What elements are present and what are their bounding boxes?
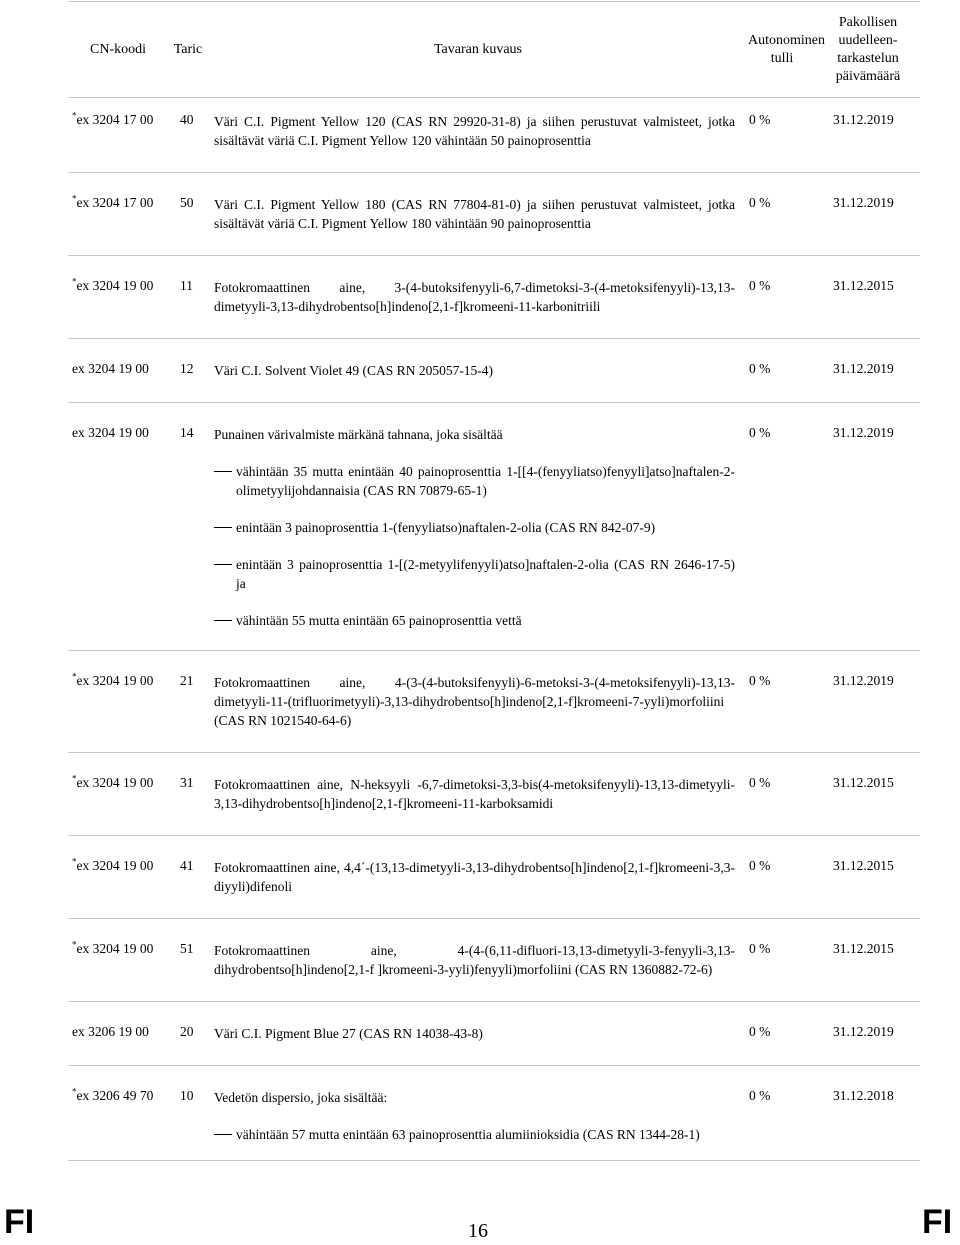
review-date: 31.12.2019 bbox=[833, 1024, 894, 1039]
table-header bbox=[68, 1, 920, 98]
cn-code-text: ex 3204 17 00 bbox=[76, 195, 154, 210]
table-row bbox=[68, 919, 920, 1002]
review-date: 31.12.2015 bbox=[833, 941, 894, 956]
cn-code bbox=[68, 1024, 174, 1043]
description-text: Väri C.I. Pigment Yellow 180 (CAS RN 77804-81-0) ja siihen perustuvat valmisteet, jotka sisältävät väriä C.I. Pigment Yellow 180 vähintään 90 painoprosenttia bbox=[214, 197, 735, 231]
taric-code: 21 bbox=[180, 673, 194, 688]
cn-code-text: ex 3204 19 00 bbox=[72, 361, 149, 376]
tariff-table bbox=[68, 1, 920, 1161]
goods-description bbox=[208, 941, 743, 979]
description-subitem bbox=[214, 518, 735, 537]
review-date: 31.12.2019 bbox=[833, 112, 894, 127]
footer-language-right: FI bbox=[922, 1203, 953, 1241]
header-description: Tavaran kuvaus bbox=[433, 41, 523, 57]
duty-rate: 0 % bbox=[749, 361, 771, 376]
review-date: 31.12.2019 bbox=[833, 195, 894, 210]
header-cn: CN-koodi bbox=[90, 41, 146, 57]
description-text: Fotokromaattinen aine, 3-(4-butoksifenyyli-6,7-dimetoksi-3-(4-metoksifenyyli)-13,13-dimetyyli-3,13-dihydrobentso[h]indeno[2,1-f]kromeeni-11-karbonitriili bbox=[214, 280, 735, 314]
taric-code: 14 bbox=[180, 425, 194, 440]
cn-code-text: ex 3204 19 00 bbox=[76, 775, 154, 790]
taric-code: 11 bbox=[180, 278, 193, 293]
cn-code-text: ex 3204 19 00 bbox=[76, 673, 154, 688]
new-entry-marker: * bbox=[72, 939, 77, 950]
table-row bbox=[68, 1002, 920, 1066]
taric-code: 20 bbox=[180, 1024, 194, 1039]
review-date: 31.12.2018 bbox=[833, 1088, 894, 1103]
goods-description bbox=[208, 425, 743, 630]
description-subitem bbox=[214, 611, 735, 630]
dash-icon bbox=[214, 555, 232, 593]
description-text: Fotokromaattinen aine, 4,4´-(13,13-dimetyyli-3,13-dihydrobentso[h]indeno[2,1-f]kromeeni-3,3-diyyli)difenoli bbox=[214, 860, 735, 894]
subitem-text: vähintään 35 mutta enintään 40 painoprosenttia 1-[[4-(fenyyliatso)fenyyli]atso]naftalen-2-olimetyylijohdannaisia (CAS RN 70879-65-1) bbox=[236, 464, 735, 498]
cn-code bbox=[68, 112, 174, 150]
duty-rate: 0 % bbox=[749, 1024, 771, 1039]
goods-description bbox=[208, 1024, 743, 1043]
table-row bbox=[68, 339, 920, 403]
description-text: Punainen värivalmiste märkänä tahnana, joka sisältää bbox=[214, 427, 503, 442]
page-number: 16 bbox=[468, 1220, 488, 1242]
taric-code: 31 bbox=[180, 775, 194, 790]
duty-rate: 0 % bbox=[749, 775, 771, 790]
cn-code bbox=[68, 425, 174, 630]
table-row bbox=[68, 173, 920, 256]
cn-code-text: ex 3204 19 00 bbox=[72, 425, 149, 440]
goods-description bbox=[208, 1088, 743, 1144]
cn-code-text: ex 3204 19 00 bbox=[76, 858, 154, 873]
new-entry-marker: * bbox=[72, 856, 77, 867]
goods-description bbox=[208, 858, 743, 896]
duty-rate: 0 % bbox=[749, 1088, 771, 1103]
new-entry-marker: * bbox=[72, 110, 77, 121]
cn-code-text: ex 3204 19 00 bbox=[76, 941, 154, 956]
cn-code-text: ex 3206 19 00 bbox=[72, 1024, 149, 1039]
description-subitem bbox=[214, 1125, 735, 1144]
description-subitem bbox=[214, 462, 735, 500]
taric-code: 10 bbox=[180, 1088, 194, 1103]
description-text: Fotokromaattinen aine, 4-(4-(6,11-difluori-13,13-dimetyyli-3-fenyyli-3,13-dihydrobentso[h]indeno[2,1-f ]kromeeni-3-yyli)fenyyli)morfoliini (CAS RN 1360882-72-6) bbox=[214, 943, 735, 977]
goods-description bbox=[208, 278, 743, 316]
cn-code bbox=[68, 361, 174, 380]
review-date: 31.12.2015 bbox=[833, 775, 894, 790]
description-text: Fotokromaattinen aine, 4-(3-(4-butoksifenyyli)-6-metoksi-3-(4-metoksifenyyli)-13,13-dimetyyli-11-(trifluorimetyyli)-3,13-dihydrobentso[h]indeno[2,1-f]kromeeni-7-yyli)morfoliini (CAS RN 1021540-64-6) bbox=[214, 675, 735, 728]
review-date: 31.12.2019 bbox=[833, 673, 894, 688]
new-entry-marker: * bbox=[72, 773, 77, 784]
table-row bbox=[68, 403, 920, 651]
subitem-text: enintään 3 painoprosenttia 1-[(2-metyylifenyyli)atso]naftalen-2-olia (CAS RN 2646-17-5) ja bbox=[236, 557, 735, 591]
cn-code bbox=[68, 775, 174, 813]
review-date: 31.12.2019 bbox=[833, 361, 894, 376]
goods-description bbox=[208, 112, 743, 150]
header-taric: Taric bbox=[173, 41, 203, 57]
table-row bbox=[68, 98, 920, 173]
description-text: Väri C.I. Pigment Yellow 120 (CAS RN 29920-31-8) ja siihen perustuvat valmisteet, jotka sisältävät väriä C.I. Pigment Yellow 120 vähintään 50 painoprosenttia bbox=[214, 114, 735, 148]
goods-description bbox=[208, 361, 743, 380]
goods-description bbox=[208, 673, 743, 730]
subitem-text: vähintään 57 mutta enintään 63 painoprosenttia alumiinioksidia (CAS RN 1344-28-1) bbox=[236, 1127, 700, 1142]
dash-icon bbox=[214, 518, 232, 537]
table-row bbox=[68, 651, 920, 753]
table-row bbox=[68, 753, 920, 836]
taric-code: 50 bbox=[180, 195, 194, 210]
dash-icon bbox=[214, 611, 232, 630]
cn-code bbox=[68, 278, 174, 316]
description-subitem bbox=[214, 555, 735, 593]
footer-language-left: FI bbox=[4, 1203, 35, 1241]
cn-code bbox=[68, 673, 174, 730]
new-entry-marker: * bbox=[72, 276, 77, 287]
description-text: Väri C.I. Solvent Violet 49 (CAS RN 205057-15-4) bbox=[214, 363, 494, 378]
table-row bbox=[68, 256, 920, 339]
table-row bbox=[68, 836, 920, 919]
new-entry-marker: * bbox=[72, 671, 77, 682]
duty-rate: 0 % bbox=[749, 112, 771, 127]
cn-code-text: ex 3204 17 00 bbox=[76, 112, 154, 127]
new-entry-marker: * bbox=[72, 193, 77, 204]
cn-code bbox=[68, 941, 174, 979]
duty-rate: 0 % bbox=[749, 425, 771, 440]
taric-code: 40 bbox=[180, 112, 194, 127]
goods-description bbox=[208, 775, 743, 813]
cn-code bbox=[68, 195, 174, 233]
duty-rate: 0 % bbox=[749, 858, 771, 873]
goods-description bbox=[208, 195, 743, 233]
taric-code: 41 bbox=[180, 858, 194, 873]
duty-rate: 0 % bbox=[749, 673, 771, 688]
dash-icon bbox=[214, 462, 232, 500]
duty-rate: 0 % bbox=[749, 941, 771, 956]
cn-code bbox=[68, 858, 174, 896]
subitem-text: enintään 3 painoprosenttia 1-(fenyyliatso)naftalen-2-olia (CAS RN 842-07-9) bbox=[236, 520, 656, 535]
review-date: 31.12.2019 bbox=[833, 425, 894, 440]
taric-code: 51 bbox=[180, 941, 194, 956]
description-text: Vedetön dispersio, joka sisältää: bbox=[214, 1090, 388, 1105]
cn-code-text: ex 3204 19 00 bbox=[76, 278, 154, 293]
duty-rate: 0 % bbox=[749, 278, 771, 293]
subitem-text: vähintään 55 mutta enintään 65 painoprosenttia vettä bbox=[236, 613, 522, 628]
new-entry-marker: * bbox=[72, 1086, 77, 1097]
cn-code bbox=[68, 1088, 174, 1144]
taric-code: 12 bbox=[180, 361, 194, 376]
description-text: Väri C.I. Pigment Blue 27 (CAS RN 14038-43-8) bbox=[214, 1026, 483, 1041]
header-duty: Autonominen tulli bbox=[748, 32, 825, 66]
review-date: 31.12.2015 bbox=[833, 858, 894, 873]
review-date: 31.12.2015 bbox=[833, 278, 894, 293]
table-body bbox=[68, 98, 920, 1161]
dash-icon bbox=[214, 1125, 232, 1144]
cn-code-text: ex 3206 49 70 bbox=[76, 1088, 154, 1103]
header-review-date: Pakollisen uudelleen- tarkastelun päivämäärä bbox=[835, 14, 901, 84]
duty-rate: 0 % bbox=[749, 195, 771, 210]
description-text: Fotokromaattinen aine, N-heksyyli -6,7-dimetoksi-3,3-bis(4-metoksifenyyli)-13,13-dimetyyli-3,13-dihydrobentso[h]indeno[2,1-f]kromeeni-11-karboksamidi bbox=[214, 777, 735, 811]
table-row bbox=[68, 1066, 920, 1161]
